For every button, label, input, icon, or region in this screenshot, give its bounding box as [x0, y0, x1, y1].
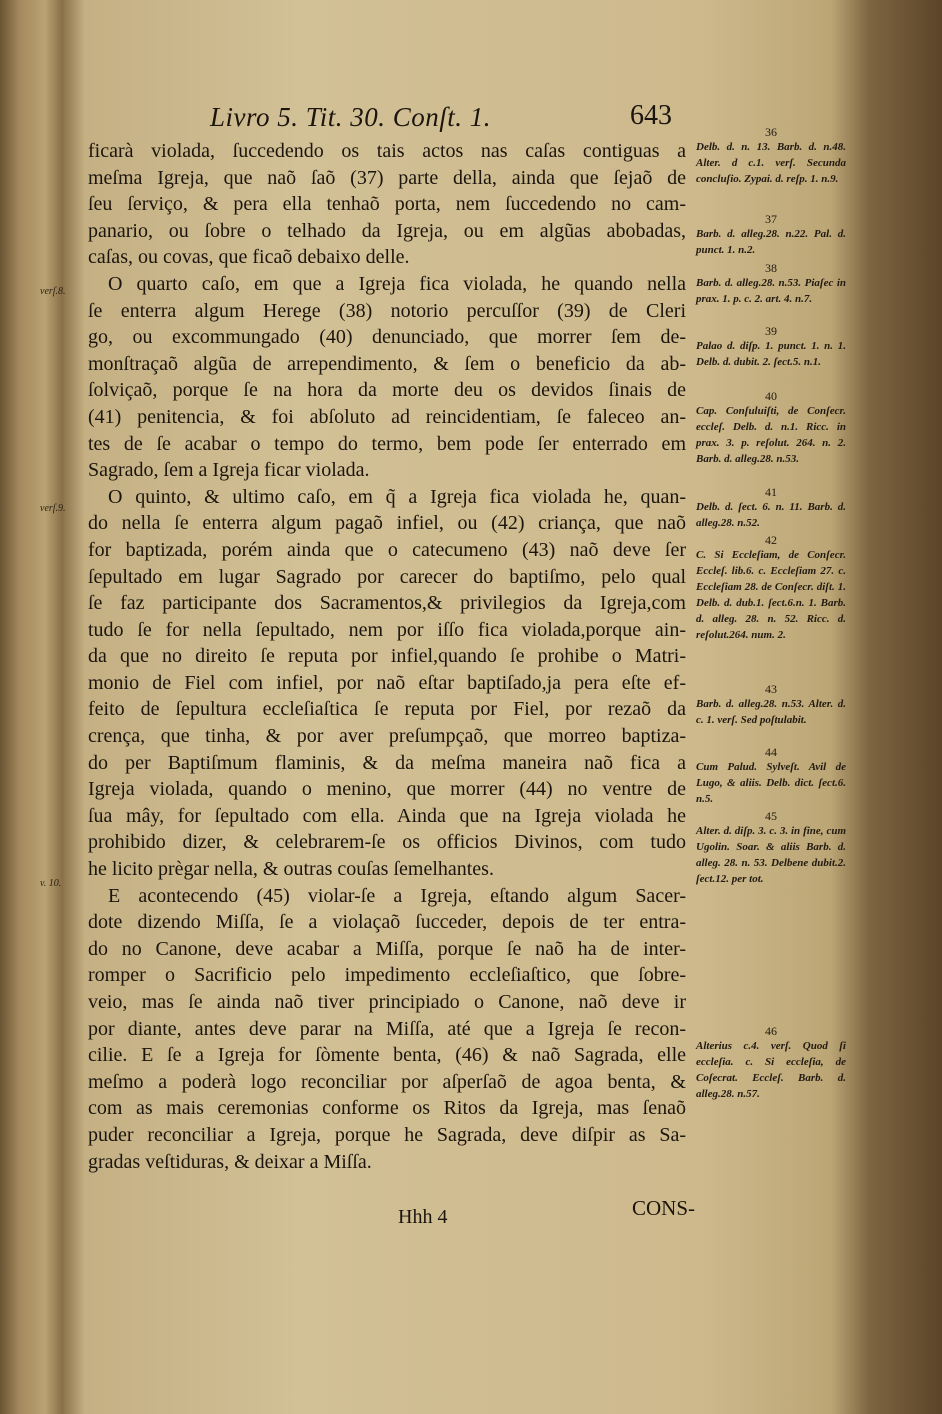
- text-line: puder reconciliar a Igreja, porque he Sagrada, deve diſpir as Sa-: [88, 1123, 686, 1146]
- text-line: por diante, antes deve parar na Miſſa, até que a Igreja ſe recon-: [88, 1017, 686, 1040]
- page-header: [200, 100, 700, 140]
- note-number: 42: [765, 533, 777, 547]
- text-line: tes de ſe acabar o tempo do termo, bem pode ſer enterrado em: [88, 432, 686, 455]
- note-number: 43: [765, 682, 777, 696]
- catchword: CONS-: [632, 1196, 696, 1220]
- left-margin-mark: verſ.9.: [40, 503, 66, 514]
- margin-note: [696, 390, 846, 467]
- note-number: 44: [765, 745, 777, 759]
- left-margin-mark: v. 10.: [40, 878, 62, 889]
- margin-note: [696, 1025, 846, 1102]
- text-line: do per Baptiſmum flaminis, & da meſma maneira naõ fica a: [88, 751, 686, 774]
- text-line: tudo ſe for nella ſepultado, nem por iſſo fica violada,porque ain-: [88, 618, 686, 641]
- text-line: feito de ſepultura eccleſiaſtica ſe reputa por Fiel, por rezaõ da: [88, 698, 686, 721]
- margin-note: [696, 325, 846, 370]
- text-line: O quinto, & ultimo caſo, em q̃ a Igreja fica violada he, quan-: [108, 485, 686, 508]
- text-line: prohibido dizer, & celebrarem-ſe os officios Divinos, com tudo: [88, 831, 686, 854]
- text-line: do no Canone, deve acabar a Miſſa, porque ſe naõ ha de inter-: [88, 937, 686, 960]
- text-line: dote dizendo Miſſa, ſe a violaçaõ ſucceder, depois de ter entra-: [88, 911, 686, 934]
- page-number: 643: [630, 100, 672, 131]
- margin-note: [696, 262, 846, 307]
- text-line: (41) penitencia, & foi abſoluto ad reincidentiam, ſe faleceo an-: [88, 405, 686, 428]
- note-text: Alter. d. diſp. 3. c. 3. in fine, cum Ugolin. Soar. & aliis Barb. d. alleg. 28. n. 53. Delbene dubit.2. ſect.12. per tot.: [696, 825, 846, 885]
- margin-note: [696, 810, 846, 887]
- text-line: he licito prègar nella, & outras couſas ſemelhantes.: [88, 858, 494, 881]
- text-line: Sagrado, ſem a Igreja ficar violada.: [88, 459, 370, 482]
- note-text: Barb. d. alleg.28. n.53. Piaſec in prax. 1. p. c. 2. art. 4. n.7.: [696, 277, 846, 305]
- text-line: O quarto caſo, em que a Igreja fica violada, he quando nella: [108, 272, 686, 295]
- note-number: 45: [765, 809, 777, 823]
- text-line: ſeu ſerviço, & pera ella tenhaõ porta, nem ſuccedendo no cam-: [88, 193, 686, 216]
- text-line: do nella ſe enterra algum pagaõ infiel, ou (42) criança, que naõ: [88, 512, 686, 535]
- text-line: meſmo a poderà logo reconciliar por aſperſaõ de agoa benta, &: [88, 1070, 686, 1093]
- margin-note: [696, 486, 846, 531]
- text-line: ſe enterra algum Herege (38) notorio percuſſor (39) de Cleri: [88, 299, 686, 322]
- note-text: Delb. d. n. 13. Barb. d. n.48. Alter. d c.1. verſ. Secunda concluſio. Zypai. d. reſp. 1. n.9.: [696, 141, 846, 185]
- text-line: cilie. E ſe a Igreja for ſòmente benta, (46) & naõ Sagrada, elle: [88, 1044, 686, 1067]
- margin-note: [696, 126, 846, 187]
- margin-note: [696, 534, 846, 643]
- note-number: 37: [765, 212, 777, 226]
- note-number: 40: [765, 389, 777, 403]
- text-line: crença, que tinha, & por aver preſumpçaõ, que morreo baptiza-: [88, 725, 686, 748]
- note-number: 41: [765, 485, 777, 499]
- note-number: 36: [765, 125, 777, 139]
- text-line: caſas, ou covas, que ficaõ debaixo delle.: [88, 246, 410, 269]
- note-text: Cum Palud. Sylveſt. Avil de Lugo, & aliis. Delb. dict. ſect.6. n.5.: [696, 761, 846, 805]
- text-line: E acontecendo (45) violar-ſe a Igreja, eſtando algum Sacer-: [108, 884, 686, 907]
- left-margin-mark: verſ.8.: [40, 286, 66, 297]
- text-line: ſua mây, for ſepultado com ella. Ainda que na Igreja violada he: [88, 804, 686, 827]
- text-line: com as mais ceremonias conforme os Ritos da Igreja, mas ſenaõ: [88, 1097, 686, 1120]
- text-line: ſolviçaõ, porque ſe na hora da morte deu os devidos ſinais de: [88, 379, 686, 402]
- note-text: Barb. d. alleg.28. n.53. Alter. d. c. 1. verſ. Sed poſtulabit.: [696, 698, 846, 726]
- text-line: ſe faz participante dos Sacramentos,& privilegios da Igreja,com: [88, 592, 686, 615]
- running-title: Livro 5. Tit. 30. Conſt. 1.: [210, 102, 492, 132]
- text-line: monio de Fiel com infiel, por naõ eſtar baptiſado,ja pera eſte ef-: [88, 671, 686, 694]
- signature-mark: Hhh 4: [398, 1206, 448, 1228]
- text-line: panario, ou ſobre o telhado da Igreja, ou em algũas abobadas,: [88, 219, 686, 242]
- note-text: Alterius c.4. verſ. Quod ſi eccleſia. c. Si eccleſia, de Coſecrat. Eccleſ. Barb. d. alleg.28. n.57.: [696, 1040, 846, 1100]
- text-line: monſtraçaõ algũa de arrependimento, & ſem o beneficio da ab-: [88, 352, 686, 375]
- margin-note: [696, 213, 846, 258]
- text-line: for baptizada, porém ainda que o catecumeno (43) naõ deve ſer: [88, 538, 686, 561]
- text-line: gradas veſtiduras, & deixar a Miſſa.: [88, 1150, 372, 1173]
- main-text-column: [88, 138, 686, 1175]
- note-text: Palao d. diſp. 1. punct. 1. n. 1. Delb. d. dubit. 2. ſect.5. n.1.: [696, 340, 846, 368]
- margin-note: [696, 746, 846, 807]
- note-text: Delb. d. ſect. 6. n. 11. Barb. d. alleg.28. n.52.: [696, 501, 846, 529]
- text-line: veio, mas ſe ainda naõ tiver principiado o Canone, naõ deve ir: [88, 991, 686, 1013]
- text-line: ſepultado em lugar Sagrado por carecer do baptiſmo, pelo qual: [88, 565, 686, 588]
- note-number: 38: [765, 261, 777, 275]
- note-number: 46: [765, 1024, 777, 1038]
- text-line: meſma Igreja, que naõ ſaõ (37) parte della, ainda que ſejaõ de: [88, 166, 686, 189]
- text-line: go, ou excommungado (40) denunciado, que morrer ſem de-: [88, 326, 686, 349]
- text-line: da que no direito ſe reputa por infiel,quando ſe prohibe o Matri-: [88, 645, 686, 668]
- text-line: ficarà violada, ſuccedendo os tais actos nas caſas contiguas a: [88, 140, 686, 162]
- note-number: 39: [765, 324, 777, 338]
- note-text: Barb. d. alleg.28. n.22. Pal. d. punct. 1. n.2.: [696, 228, 846, 256]
- margin-note: [696, 683, 846, 728]
- text-line: romper o Sacrificio pelo impedimento eccleſiaſtico, que ſobre-: [88, 964, 686, 987]
- text-line: Igreja violada, quando o menino, que morrer (44) no ventre de: [88, 778, 686, 801]
- note-text: C. Si Eccleſiam, de Conſecr. Eccleſ. lib.6. c. Eccleſiam 27. c. Eccleſiam 28. de Conſecr. diſt. 1. Delb. d. dub.1. ſect.6.n. 1. Barb. d. alleg. 28. n. 52. Ricc. d. reſolut.264. num. 2.: [696, 549, 846, 641]
- note-text: Cap. Conſuluiſti, de Conſecr. eccleſ. Delb. d. n.1. Ricc. in prax. 3. p. reſolut. 264. n. 2. Barb. d. alleg.28. n.53.: [696, 405, 846, 465]
